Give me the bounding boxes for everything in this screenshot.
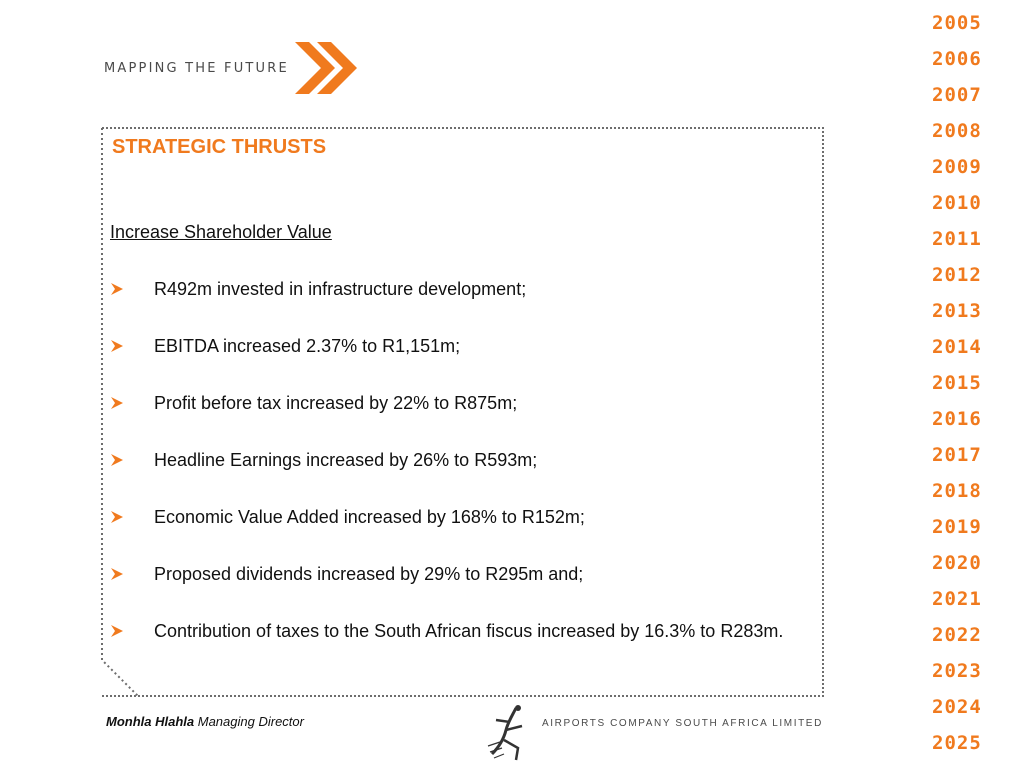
mapping-the-future-logo bbox=[104, 40, 361, 96]
list-item bbox=[110, 392, 800, 415]
bullet-text: Economic Value Added increased by 168% to R152m; bbox=[154, 507, 585, 527]
arrow-bullet-icon bbox=[110, 339, 124, 353]
arrow-bullet-icon bbox=[110, 567, 124, 581]
bullet-text: Proposed dividends increased by 29% to R295m and; bbox=[154, 564, 584, 584]
year-label: 2009 bbox=[932, 156, 982, 178]
year-label: 2023 bbox=[932, 660, 982, 682]
year-label: 2010 bbox=[932, 192, 982, 214]
year-label: 2005 bbox=[932, 12, 982, 34]
bullet-text: Profit before tax increased by 22% to R875m; bbox=[154, 393, 518, 413]
slide-title: STRATEGIC THRUSTS bbox=[112, 136, 327, 158]
company-name: AIRPORTS COMPANY SOUTH AFRICA LIMITED bbox=[542, 718, 823, 729]
presenter-credit bbox=[106, 714, 304, 729]
year-label: 2017 bbox=[932, 444, 982, 466]
presenter-role: Managing Director bbox=[197, 714, 304, 729]
bullet-text: R492m invested in infrastructure development; bbox=[154, 279, 527, 299]
list-item bbox=[110, 449, 800, 472]
list-item bbox=[110, 563, 800, 586]
acsa-figure-logo-icon bbox=[486, 702, 538, 764]
section-subheading: Increase Shareholder Value bbox=[110, 222, 332, 242]
year-label: 2008 bbox=[932, 120, 982, 142]
presenter-name: Monhla Hlahla bbox=[106, 714, 195, 729]
year-label: 2020 bbox=[932, 552, 982, 574]
year-label: 2018 bbox=[932, 480, 982, 502]
bullet-list bbox=[110, 278, 800, 677]
year-label: 2025 bbox=[932, 732, 982, 754]
year-label: 2022 bbox=[932, 624, 982, 646]
double-chevron-icon bbox=[295, 40, 361, 96]
year-label: 2013 bbox=[932, 300, 982, 322]
list-item bbox=[110, 278, 800, 301]
list-item bbox=[110, 335, 800, 358]
year-label: 2012 bbox=[932, 264, 982, 286]
year-label: 2014 bbox=[932, 336, 982, 358]
logo-text: MAPPING THE FUTURE bbox=[104, 60, 289, 76]
year-label: 2019 bbox=[932, 516, 982, 538]
year-label: 2024 bbox=[932, 696, 982, 718]
list-item bbox=[110, 506, 800, 529]
arrow-bullet-icon bbox=[110, 282, 124, 296]
year-timeline bbox=[932, 10, 1002, 766]
arrow-bullet-icon bbox=[110, 624, 124, 638]
year-label: 2021 bbox=[932, 588, 982, 610]
bullet-text: Headline Earnings increased by 26% to R593m; bbox=[154, 450, 538, 470]
year-label: 2015 bbox=[932, 372, 982, 394]
arrow-bullet-icon bbox=[110, 396, 124, 410]
list-item bbox=[110, 620, 800, 643]
arrow-bullet-icon bbox=[110, 510, 124, 524]
arrow-bullet-icon bbox=[110, 453, 124, 467]
year-label: 2006 bbox=[932, 48, 982, 70]
bullet-text: Contribution of taxes to the South African fiscus increased by 16.3% to R283m. bbox=[154, 621, 784, 641]
year-label: 2007 bbox=[932, 84, 982, 106]
year-label: 2016 bbox=[932, 408, 982, 430]
bullet-text: EBITDA increased 2.37% to R1,151m; bbox=[154, 336, 461, 356]
year-label: 2011 bbox=[932, 228, 982, 250]
